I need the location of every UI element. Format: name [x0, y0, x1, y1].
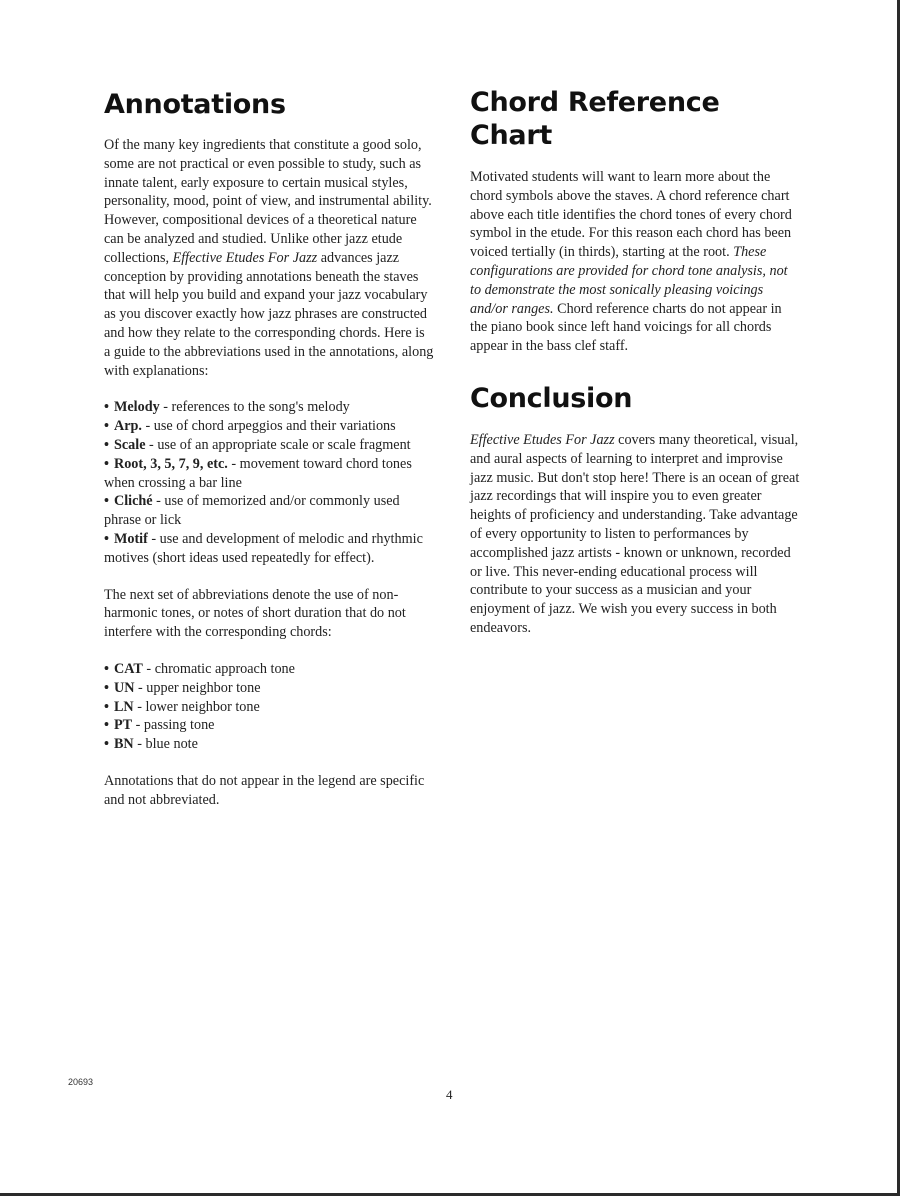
conclusion-paragraph: Effective Etudes For Jazz covers many theoretical, visual, and aural aspects of learning to interpret and improvise jazz music. But don't stop here! There is an ocean of great jazz recordings that will inspire you to even greater heights of proficiency and understanding. Take advantage of every opportunity to listen to performances by accomplished jazz artists - known or unknown, recorded or live. This never-ending educational process will contribute to your success as a musician and your enjoyment of jazz. We wish you every success in both endeavors. — [470, 431, 800, 636]
chord-reference-paragraph: Motivated students will want to learn more about the chord symbols above the staves. A chord reference chart above each title identifies the chord tones of every chord symbol in the etude. For this reason each chord has been voiced tertially (in thirds), starting at the root. These configurations are provided for chord tone analysis, not to demonstrate the most sonically pleasing voicings and/or ranges. Chord reference charts do not appear in the piano book since left hand voicings for all chords appear in the bass clef staff. — [470, 169, 792, 355]
list-item: • Cliché - use of memorized and/or commonly used phrase or lick — [104, 492, 434, 530]
annotations-intro — [104, 136, 434, 380]
list-item: • Scale - use of an appropriate scale or scale fragment — [104, 436, 434, 455]
list-item: • PT - passing tone — [104, 716, 434, 735]
intro-book-title: Effective Etudes For Jazz — [172, 249, 318, 266]
intro-text-2: advances jazz conception by providing annotations beneath the staves that will help you build and expand your jazz vocabulary as you discover exactly how jazz phrases are constructed and how they relate to the corresponding chords. Here is a guide to the abbreviations used in the annotations, along with explanations: — [104, 249, 434, 379]
list-item: • BN - blue note — [104, 735, 434, 754]
abbreviation-list — [104, 398, 434, 567]
nonharmonic-intro: The next set of abbreviations denote the use of non-harmonic tones, or notes of short duration that do not interfere with the corresponding chords: — [104, 586, 406, 641]
left-column — [104, 0, 434, 810]
list-item: • Melody - references to the song's melody — [104, 398, 434, 417]
conclusion-book-title: Effective Etudes For Jazz — [470, 431, 615, 448]
conclusion-heading: Conclusion — [470, 382, 633, 414]
intro-text-1: Of the many key ingredients that constitute a good solo, some are not practical or even possible to study, such as innate talent, early exposure to certain musical styles, personality, mood, point of view, and instrumental ability. However, compositional devices of a theoretical nature can be analyzed and studied. Unlike other jazz etude collections, — [104, 137, 432, 266]
list-item: • LN - lower neighbor tone — [104, 698, 434, 717]
annotations-heading: Annotations — [104, 89, 286, 120]
annotations-closing: Annotations that do not appear in the legend are specific and not abbreviated. — [104, 772, 425, 808]
list-item: • Motif - use and development of melodic and rhythmic motives (short ideas used repeatedly for effect). — [104, 530, 434, 568]
chord-reference-heading: Chord Reference Chart — [470, 87, 720, 151]
right-column — [470, 0, 800, 638]
list-item: • Root, 3, 5, 7, 9, etc. - movement toward chord tones when crossing a bar line — [104, 455, 434, 493]
list-item: • UN - upper neighbor tone — [104, 679, 434, 698]
nonharmonic-list — [104, 660, 434, 754]
chord-reference-italic-note: These configurations are provided for chord tone analysis, not to demonstrate the most sonically pleasing voicings and/or ranges. — [470, 244, 788, 317]
page-number: 4 — [446, 1087, 453, 1102]
list-item: • CAT - chromatic approach tone — [104, 660, 434, 679]
list-item: • Arp. - use of chord arpeggios and their variations — [104, 417, 434, 436]
catalog-code: 20693 — [68, 1077, 94, 1087]
